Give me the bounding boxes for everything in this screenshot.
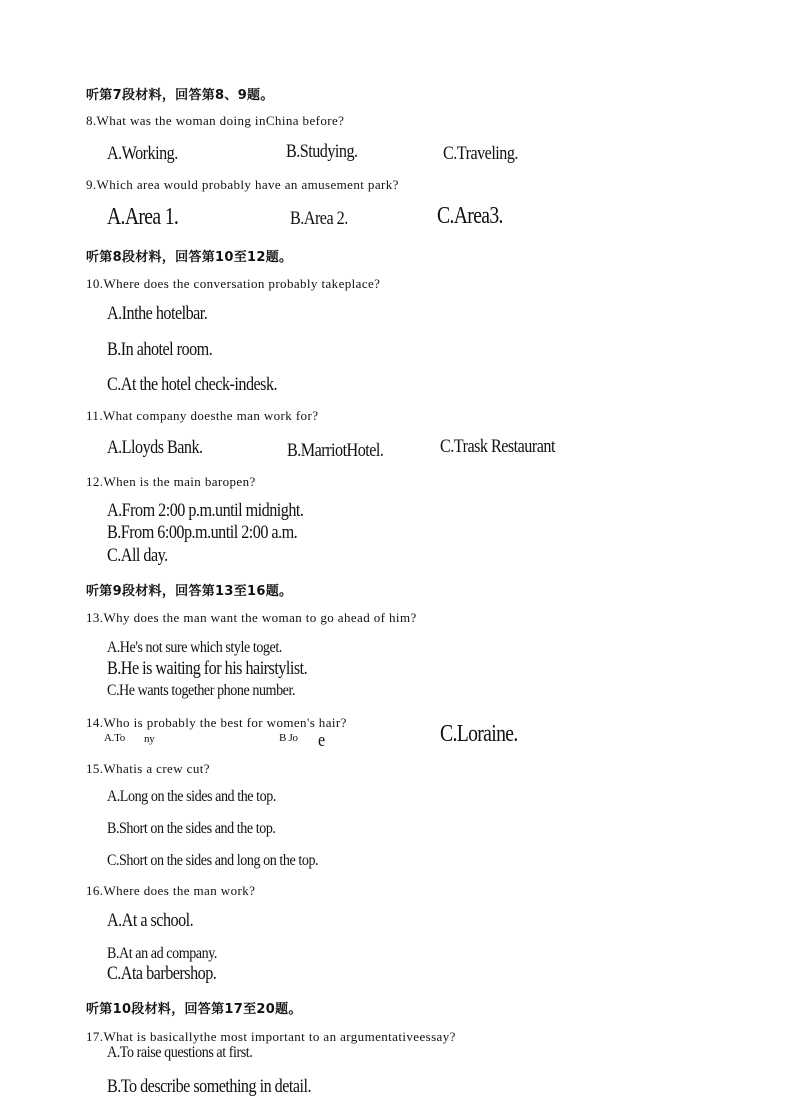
q15-option-c: C.Short on the sides and long on the top.: [107, 852, 319, 869]
question-15: 15.Whatis a crew cut?: [86, 761, 210, 776]
q16-option-a: A.At a school.: [107, 910, 194, 931]
q11-option-a: A.Lloyds Bank.: [107, 437, 203, 458]
question-11: 11.What company doesthe man work for?: [86, 408, 319, 423]
section-8-header: 听第8段材料，回答第10至12题。: [86, 250, 293, 265]
q10-option-b: B.In ahotel room.: [107, 339, 213, 360]
q14-option-b-part1: B Jo: [279, 732, 298, 744]
q11-option-b: B.MarriotHotel.: [287, 440, 384, 461]
q14-option-a-part2: ny: [144, 733, 155, 745]
q17-option-b: B.To describe something in detail.: [107, 1076, 311, 1097]
q16-option-c: C.Ata barbershop.: [107, 963, 217, 984]
section-9-header: 听第9段材料，回答第13至16题。: [86, 584, 293, 599]
q11-option-c: C.Trask Restaurant: [440, 436, 555, 457]
q12-option-a: A.From 2:00 p.m.until midnight.: [107, 500, 304, 521]
section-7-header: 听第7段材料，回答第8、9题。: [86, 88, 274, 103]
q12-option-b: B.From 6:00p.m.until 2:00 a.m.: [107, 522, 298, 543]
q14-option-a-part1: A.To: [104, 732, 125, 744]
q16-option-b: B.At an ad company.: [107, 945, 217, 962]
q13-option-a: A.He's not sure which style toget.: [107, 639, 282, 656]
q13-option-b: B.He is waiting for his hairstylist.: [107, 658, 308, 679]
question-12: 12.When is the main baropen?: [86, 474, 256, 489]
question-10: 10.Where does the conversation probably takeplace?: [86, 276, 381, 291]
q10-option-a: A.Inthe hotelbar.: [107, 303, 208, 324]
q8-option-b: B.Studying.: [286, 141, 358, 162]
question-9: 9.Which area would probably have an amusement park?: [86, 177, 399, 192]
question-8: 8.What was the woman doing inChina before?: [86, 113, 345, 128]
q10-option-c: C.At the hotel check-indesk.: [107, 374, 278, 395]
q8-option-a: A.Working.: [107, 143, 178, 164]
section-10-header: 听第10段材料，回答第17至20题。: [86, 1002, 302, 1017]
question-14: 14.Who is probably the best for women's hair?: [86, 715, 347, 730]
question-17: 17.What is basicallythe most important to an argumentativeessay?: [86, 1029, 456, 1044]
q13-option-c: C.He wants together phone number.: [107, 682, 296, 699]
question-13: 13.Why does the man want the woman to go ahead of him?: [86, 610, 417, 625]
q14-option-c: C.Loraine.: [440, 721, 518, 747]
q14-option-b-part2: e: [318, 730, 325, 751]
question-16: 16.Where does the man work?: [86, 883, 256, 898]
q12-option-c: C.All day.: [107, 545, 168, 566]
q9-option-c: C.Area3.: [437, 203, 503, 229]
q15-option-b: B.Short on the sides and the top.: [107, 820, 276, 837]
q15-option-a: A.Long on the sides and the top.: [107, 788, 276, 805]
q8-option-c: C.Traveling.: [443, 143, 518, 164]
q9-option-b: B.Area 2.: [290, 208, 348, 229]
q9-option-a: A.Area 1.: [107, 204, 179, 230]
q17-option-a: A.To raise questions at first.: [107, 1044, 253, 1061]
